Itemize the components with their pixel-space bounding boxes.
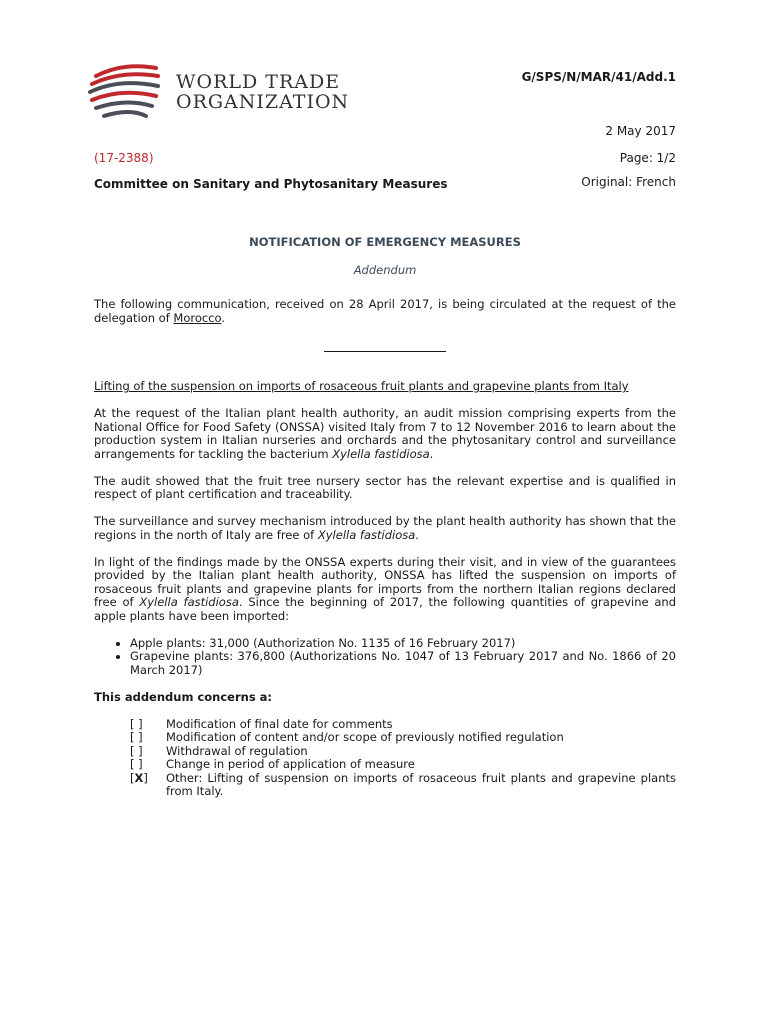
checkbox-checked: [X] — [130, 770, 148, 785]
committee-name: Committee on Sanitary and Phytosanitary Measures — [94, 177, 448, 191]
checkbox: [ ] — [130, 730, 143, 744]
wto-wordmark — [176, 72, 349, 112]
checklist-label: Modification of final date for comments — [166, 716, 393, 731]
concerns-checklist — [130, 718, 676, 799]
document-body — [94, 298, 676, 799]
import-list — [94, 637, 676, 678]
page-title: NOTIFICATION OF EMERGENCY MEASURES — [249, 235, 521, 249]
document-symbol: G/SPS/N/MAR/41/Add.1 — [521, 70, 676, 84]
original-language: Original: French — [581, 175, 676, 189]
checklist-label: Other: Lifting of suspension on imports of rosaceous fruit plants and grapevine plants from Italy. — [166, 770, 676, 798]
paragraph-1: At the request of the Italian plant health authority, an audit mission comprising experts from the National Office for Food Safety (ONSSA) visited Italy from 7 to 12 November 2016 to learn about the production system in Italian nurseries and orchards and the phytosanitary control and surveillance arrangements for tackling the bacterium Xylella fastidiosa. — [94, 406, 676, 461]
concerns-heading: This addendum concerns a: — [94, 689, 273, 704]
org-name-line1: WORLD TRADE — [176, 71, 341, 93]
document-number: (17-2388) — [94, 151, 154, 165]
checklist-label: Modification of content and/or scope of previously notified regulation — [166, 730, 564, 744]
checkbox: [ ] — [130, 757, 143, 771]
wto-emblem-icon — [84, 58, 170, 128]
checklist-item — [130, 745, 676, 759]
checklist-item — [130, 772, 676, 799]
checkbox: [ ] — [130, 743, 143, 758]
checklist-item — [130, 731, 676, 745]
section-heading: Lifting of the suspension on imports of rosaceous fruit plants and grapevine plants from Italy — [94, 379, 629, 393]
paragraph-2: The audit showed that the fruit tree nursery sector has the relevant expertise and is qualified in respect of plant certification and traceability. — [94, 473, 676, 501]
intro-paragraph: The following communication, received on 28 April 2017, is being circulated at the request of the delegation of Morocco. — [94, 297, 676, 325]
checklist-item — [130, 758, 676, 772]
checklist-label: Withdrawal of regulation — [166, 743, 308, 758]
wto-logo — [84, 58, 350, 128]
checkbox: [ ] — [130, 716, 143, 731]
page-subtitle: Addendum — [353, 263, 417, 277]
org-name-line2: ORGANIZATION — [176, 91, 350, 113]
checklist-label: Change in period of application of measure — [166, 757, 415, 771]
paragraph-4: In light of the findings made by the ONSSA experts during their visit, and in view of the guarantees provided by the Italian plant health authority, ONSSA has lifted the suspension on imports of rosaceous fruit plants and grapevine plants for imports from the northern Italian regions declared free of Xylella fastidiosa. Since the beginning of 2017, the following quantities of grapevine and apple plants have been imported: — [94, 554, 676, 623]
page-number: Page: 1/2 — [619, 151, 676, 165]
paragraph-3: The surveillance and survey mechanism introduced by the plant health authority has shown that the regions in the north of Italy are free of Xylella fastidiosa. — [94, 514, 676, 542]
list-item: • Apple plants: 31,000 (Authorization No. 1135 of 16 February 2017) — [130, 637, 676, 651]
checklist-item — [130, 718, 676, 732]
list-item: • Grapevine plants: 376,800 (Authorizations No. 1047 of 13 February 2017 and No. 1866 of 20 March 2017) — [130, 650, 676, 677]
divider — [324, 351, 446, 352]
country-link[interactable]: Morocco — [173, 310, 222, 325]
document-date: 2 May 2017 — [605, 124, 676, 138]
